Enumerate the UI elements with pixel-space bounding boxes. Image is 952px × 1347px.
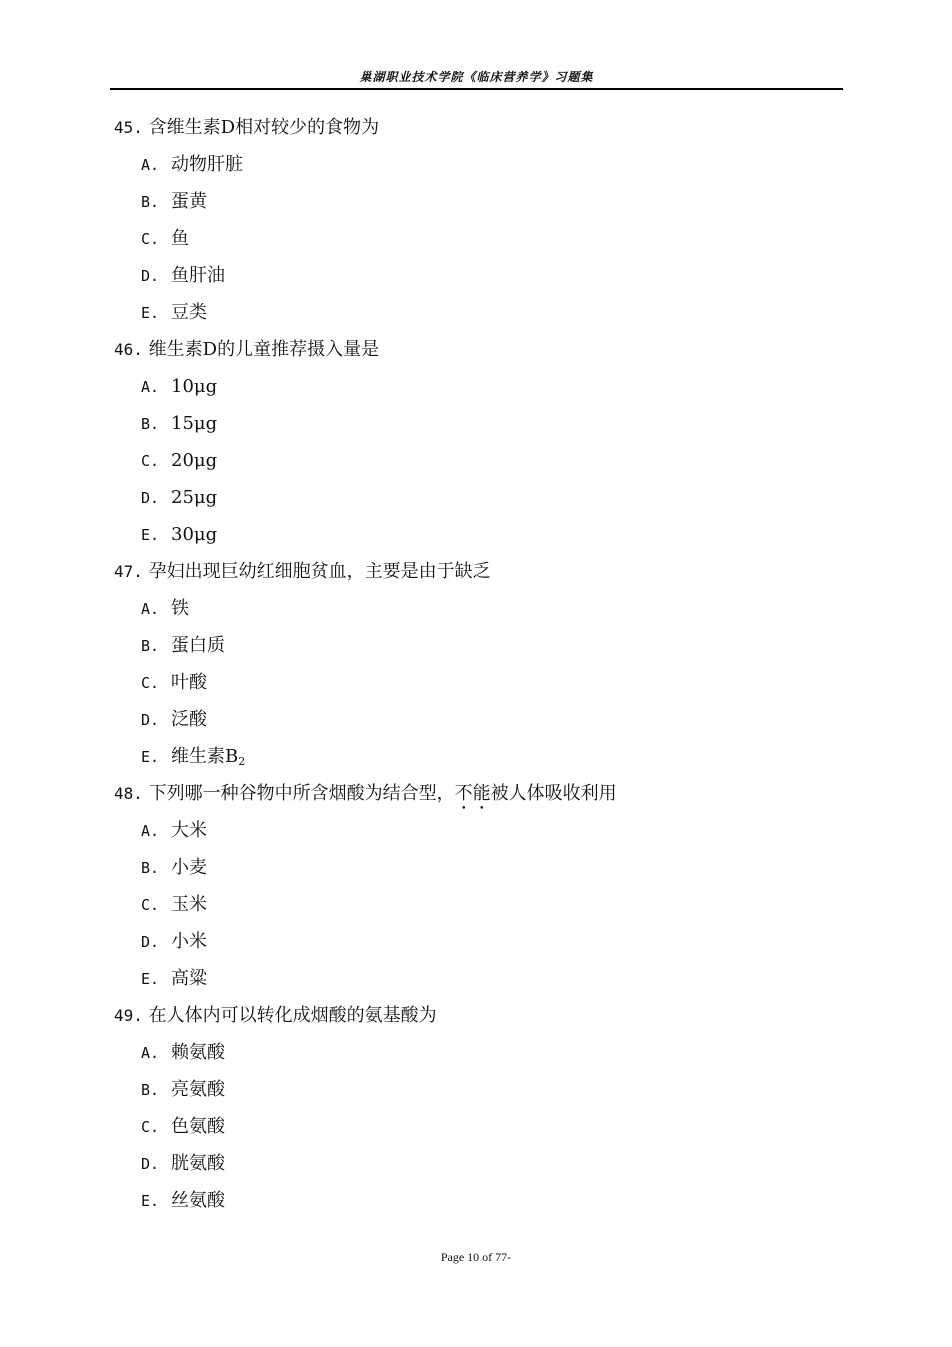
option-b: [114, 405, 854, 442]
option-e: [114, 1182, 854, 1219]
option-letter: B.: [141, 1081, 160, 1099]
option-text: 鱼肝油: [171, 265, 225, 286]
question-text: 在人体内可以转化成烟酸的氨基酸为: [148, 1005, 437, 1026]
option-text: 玉米: [171, 894, 207, 915]
option-letter: D.: [141, 711, 160, 729]
option-text: 叶酸: [171, 672, 207, 693]
option-text: 大米: [171, 820, 207, 841]
option-letter: A.: [141, 156, 160, 174]
option-letter: D.: [141, 489, 160, 507]
option-text: 高粱: [171, 968, 207, 989]
option-e: [114, 516, 854, 553]
option-letter: E.: [141, 1192, 160, 1210]
option-letter: D.: [141, 267, 160, 285]
option-letter: B.: [141, 415, 160, 433]
option-text: 泛酸: [171, 709, 207, 730]
option-e: [114, 294, 854, 331]
page-header: [110, 66, 843, 90]
option-b: [114, 849, 854, 886]
option-letter: A.: [141, 1044, 160, 1062]
option-text: 小米: [171, 931, 207, 952]
question-stem: [114, 997, 854, 1034]
question-text: 下列哪一种谷物中所含烟酸为结合型，: [148, 783, 455, 804]
option-a: [114, 368, 854, 405]
option-a: [114, 812, 854, 849]
option-text: 铁: [171, 598, 189, 619]
option-a: [114, 1034, 854, 1071]
option-d: [114, 701, 854, 738]
question-text: 含维生素D相对较少的食物为: [148, 117, 380, 138]
option-d: [114, 257, 854, 294]
question-text-end: 被人体吸收利用: [490, 783, 617, 804]
option-letter: D.: [141, 933, 160, 951]
question-number: 46.: [114, 340, 143, 359]
option-letter: E.: [141, 748, 160, 766]
option-text: 亮氨酸: [171, 1079, 225, 1100]
option-c: [114, 220, 854, 257]
question-stem: [114, 775, 854, 812]
option-b: [114, 183, 854, 220]
option-letter: A.: [141, 822, 160, 840]
option-letter: C.: [141, 230, 160, 248]
option-letter: E.: [141, 970, 160, 988]
option-letter: B.: [141, 859, 160, 877]
option-e: [114, 738, 854, 775]
option-text: 色氨酸: [171, 1116, 225, 1137]
option-b: [114, 1071, 854, 1108]
question-46: [114, 331, 854, 553]
question-text: 孕妇出现巨幼红细胞贫血，主要是由于缺乏: [148, 561, 491, 582]
option-text: 维生素B: [171, 746, 239, 767]
page-footer: [0, 1250, 952, 1265]
question-45: [114, 109, 854, 331]
question-number: 49.: [114, 1006, 143, 1025]
question-stem: [114, 553, 854, 590]
option-text: 小麦: [171, 857, 207, 878]
option-letter: B.: [141, 193, 160, 211]
option-d: [114, 479, 854, 516]
question-stem: [114, 109, 854, 146]
question-stem: [114, 331, 854, 368]
option-c: [114, 886, 854, 923]
option-d: [114, 1145, 854, 1182]
option-b: [114, 627, 854, 664]
option-letter: A.: [141, 378, 160, 396]
option-c: [114, 664, 854, 701]
option-a: [114, 146, 854, 183]
option-a: [114, 590, 854, 627]
option-text: 豆类: [171, 302, 207, 323]
option-text: 20μg: [171, 450, 218, 471]
option-text: 蛋黄: [171, 191, 207, 212]
option-text: 鱼: [171, 228, 189, 249]
option-text: 丝氨酸: [171, 1190, 225, 1211]
option-letter: C.: [141, 452, 160, 470]
option-d: [114, 923, 854, 960]
option-letter: B.: [141, 637, 160, 655]
option-text: 蛋白质: [171, 635, 225, 656]
option-text: 动物肝脏: [171, 154, 243, 175]
option-subscript: 2: [238, 755, 246, 768]
option-text: 30μg: [171, 524, 218, 545]
option-letter: C.: [141, 1118, 160, 1136]
question-list: [114, 109, 854, 1219]
question-49: [114, 997, 854, 1219]
option-e: [114, 960, 854, 997]
option-text: 15μg: [171, 413, 218, 434]
header-title: 巢湖职业技术学院《临床营养学》习题集: [359, 70, 594, 84]
option-letter: A.: [141, 600, 160, 618]
question-48: [114, 775, 854, 997]
option-letter: E.: [141, 526, 160, 544]
option-text: 胱氨酸: [171, 1153, 225, 1174]
option-c: [114, 1108, 854, 1145]
question-number: 47.: [114, 562, 143, 581]
emphasized-text: 不能: [454, 783, 491, 804]
question-number: 48.: [114, 784, 143, 803]
option-letter: E.: [141, 304, 160, 322]
question-text: 维生素D的儿童推荐摄入量是: [148, 339, 380, 360]
option-letter: C.: [141, 896, 160, 914]
option-letter: C.: [141, 674, 160, 692]
question-number: 45.: [114, 118, 143, 137]
question-47: [114, 553, 854, 775]
option-letter: D.: [141, 1155, 160, 1173]
page-number: Page 10 of 77-: [440, 1250, 512, 1264]
option-c: [114, 442, 854, 479]
option-text: 25μg: [171, 487, 218, 508]
option-text: 赖氨酸: [171, 1042, 225, 1063]
option-text: 10μg: [171, 376, 218, 397]
